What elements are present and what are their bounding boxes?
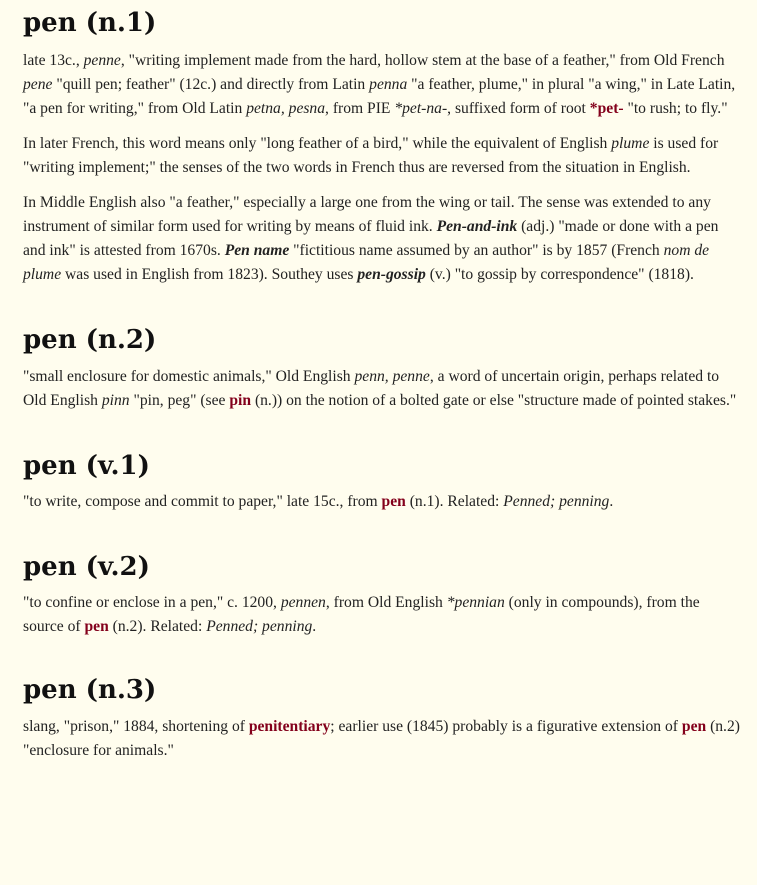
italic-word: Penned; penning — [206, 618, 313, 635]
entry-paragraph — [23, 591, 743, 639]
italic-word: petna, pesna — [246, 100, 326, 117]
text: (n.2) "enclosure for animals." — [23, 718, 740, 759]
text: "pin, peg" (see — [129, 392, 230, 409]
text: "to rush; to fly." — [623, 100, 728, 117]
italic-word: pinn — [101, 392, 130, 409]
italic-word: penne — [83, 52, 121, 69]
entry-paragraph — [23, 715, 743, 763]
text: . — [609, 493, 614, 510]
link-pet-root[interactable]: *pet- — [589, 100, 624, 117]
text: , "writing implement made from the hard, hollow stem at the base of a feather," from Old French — [120, 52, 725, 69]
link-pen[interactable]: pen — [381, 493, 406, 510]
entry-paragraph — [23, 191, 743, 287]
entry-paragraph — [23, 490, 743, 514]
link-pin[interactable]: pin — [229, 392, 252, 409]
entry-headword: pen (v.1) — [23, 451, 150, 481]
bold-term: pen-gossip — [357, 266, 426, 283]
entry-pen-n3 — [23, 675, 743, 763]
text: , a word of uncertain origin, perhaps related to Old English — [23, 368, 720, 409]
entry-paragraph — [23, 49, 743, 121]
text: , from PIE — [325, 100, 395, 117]
text: . — [312, 618, 317, 635]
text: "a feather, plume," in plural "a wing," in Late Latin, "a pen for writing," from Old Latin — [23, 76, 736, 117]
text: In later French, this word means only "long feather of a bird," while the equivalent of English — [23, 135, 612, 152]
text: , suffixed form of root — [447, 100, 590, 117]
italic-word: pene — [23, 76, 53, 93]
entry-pen-v1 — [23, 451, 743, 514]
text: (v.) "to gossip by correspondence" (1818). — [425, 266, 694, 283]
text: (only in compounds), from the source of — [23, 594, 700, 635]
italic-word: *pennian — [446, 594, 505, 611]
entry-headword: pen (n.3) — [23, 675, 157, 705]
entry-pen-n2 — [23, 325, 743, 413]
text: "small enclosure for domestic animals," Old English — [23, 368, 355, 385]
text: In Middle English also "a feather," especially a large one from the wing or tail. The sense was extended to any instrument of similar form used for writing by means of fluid ink. — [23, 194, 711, 235]
italic-word: *pet-na- — [394, 100, 448, 117]
text: "to confine or enclose in a pen," c. 1200, — [23, 594, 281, 611]
italic-word: Penned; penning — [503, 493, 610, 510]
text: (adj.) "made or done with a pen and ink" is attested from 1670s. — [23, 218, 719, 259]
italic-word: nom de plume — [23, 242, 710, 283]
text: , from Old English — [325, 594, 447, 611]
text: ; earlier use (1845) probably is a figurative extension of — [330, 718, 682, 735]
entry-paragraph — [23, 132, 743, 180]
text: "quill pen; feather" (12c.) and directly from Latin — [52, 76, 370, 93]
bold-term: Pen-and-ink — [436, 218, 518, 235]
entry-pen-n1 — [23, 0, 743, 287]
text: (n.)) on the notion of a bolted gate or else "structure made of pointed stakes." — [251, 392, 737, 409]
link-pen[interactable]: pen — [681, 718, 707, 735]
text: late 13c., — [23, 52, 84, 69]
italic-word: plume — [611, 135, 650, 152]
text: (n.2). Related: — [108, 618, 207, 635]
entry-headword: pen (v.2) — [23, 552, 150, 582]
text: is used for "writing implement;" the senses of the two words in French thus are reversed from the situation in English. — [23, 135, 719, 176]
link-penitentiary[interactable]: penitentiary — [248, 718, 331, 735]
link-pen[interactable]: pen — [84, 618, 109, 635]
bold-term: Pen name — [224, 242, 290, 259]
entry-pen-v2 — [23, 552, 743, 639]
text: "to write, compose and commit to paper," late 15c., from — [23, 493, 382, 510]
entry-headword: pen (n.2) — [23, 325, 157, 355]
text: slang, "prison," 1884, shortening of — [23, 718, 249, 735]
italic-word: penna — [369, 76, 408, 93]
entry-headword: pen (n.1) — [23, 8, 157, 38]
text: "fictitious name assumed by an author" is by 1857 (French — [289, 242, 664, 259]
italic-word: penn, penne — [354, 368, 430, 385]
italic-word: pennen — [280, 594, 326, 611]
text: (n.1). Related: — [405, 493, 504, 510]
entry-paragraph — [23, 365, 743, 413]
text: was used in English from 1823). Southey uses — [61, 266, 358, 283]
